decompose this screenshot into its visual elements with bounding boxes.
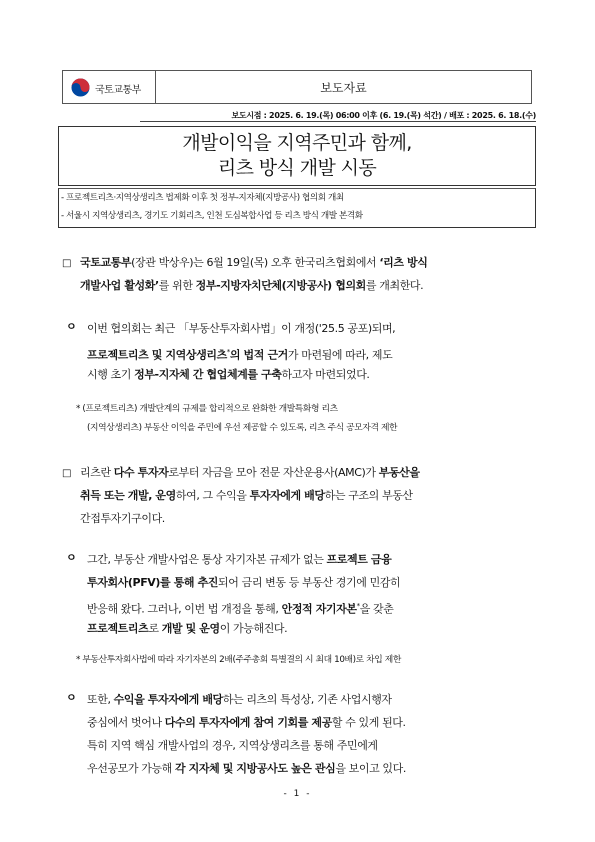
- paragraph-2-line-1: [80, 462, 420, 485]
- item-3-line-1: [87, 689, 392, 712]
- release-info: 보도시점 : 2025. 6. 19.(목) 06:00 이후 (6. 19.(목) 석간) / 배포 : 2025. 6. 18.(수): [231, 111, 536, 120]
- subtitle-1: - 프로젝트리츠·지역상생리츠 법제화 이후 첫 정부-지자체(지방공사) 협의회 개최: [61, 193, 344, 203]
- text-bold: 정부-지방자치단체(지방공사) 협의회: [195, 279, 366, 292]
- footnote-2: * 부동산투자회사법에 따라 자기자본의 2배(주주총회 특별결의 시 최대 10배)로 차입 제한: [76, 655, 401, 665]
- text: 하여, 그 수익을: [175, 489, 250, 502]
- text-bold: 국토교통부: [80, 256, 132, 269]
- text: 를 위한: [158, 279, 196, 292]
- text-bold: 정부-지자체 간 협업체계를 구축: [134, 368, 282, 381]
- circle-bullet: ㅇ: [66, 320, 77, 333]
- subtitle-2: - 서울시 지역상생리츠, 경기도 기회리츠, 인천 도심복합사업 등 리츠 방식 개발 본격화: [61, 211, 363, 221]
- paragraph-1-line-2: [80, 275, 423, 298]
- square-bullet: □: [62, 468, 72, 479]
- footnote-1-line-2: (지역상생리츠) 부동산 이익을 주민에 우선 제공할 수 있도록, 리츠 주식 공모자격 제한: [87, 423, 398, 433]
- text-bold: 각 지자체 및 지방공사도 높은 관심: [175, 762, 336, 775]
- circle-bullet: ㅇ: [66, 691, 77, 704]
- title-box: [58, 126, 536, 186]
- text: 할 수 있게 된다.: [331, 716, 406, 729]
- item-2-line-4: [87, 618, 287, 641]
- item-3-line-4: [87, 758, 406, 781]
- text: 중심에서 벗어나: [87, 716, 165, 729]
- text-bold: 취득 또는 개발, 운영: [80, 489, 176, 502]
- text: 가 마련됨에 따라, 제도: [287, 348, 393, 362]
- text: 하는 구조의 부동산: [324, 489, 413, 502]
- text: 을 갖춘: [359, 602, 394, 616]
- item-2-line-1: [87, 549, 391, 572]
- paragraph-2-line-3: 간접투자기구이다.: [80, 512, 165, 525]
- text-bold: 개발사업 활성화’: [80, 279, 159, 292]
- text: 리츠란: [80, 466, 114, 479]
- text-bold: 프로젝트리츠: [87, 622, 149, 635]
- text-bold: 프로젝트 금융: [326, 553, 392, 566]
- page-number: - 1 -: [283, 789, 312, 799]
- text: 로부터 자금을 모아 전문 자산운용사(AMC)가: [168, 466, 379, 479]
- square-bullet: □: [62, 258, 72, 269]
- footnote-1-line-1: * (프로젝트리츠) 개발단계의 규제를 합리적으로 완화한 개발특화형 리츠: [76, 404, 338, 414]
- text-bold: ‘리츠 방식: [379, 256, 428, 269]
- text: 를 개최한다.: [365, 279, 424, 292]
- item-3-line-3: 특히 지역 핵심 개발사업의 경우, 지역상생리츠를 통해 주민에게: [87, 739, 378, 752]
- item-1-line-1: 이번 협의회는 최근 「부동산투자회사법」이 개정('25.5 공포)되며,: [87, 322, 396, 335]
- text: 또한,: [87, 693, 114, 706]
- text-bold: 개발 및 운영: [161, 622, 220, 635]
- text: (장관 박상우)는 6월 19일(목) 오후 한국리츠협회에서: [131, 256, 380, 269]
- item-3-line-2: [87, 712, 406, 735]
- text-bold: 안정적 자기자본: [281, 602, 357, 616]
- text: 그간, 부동산 개발사업은 통상 자기자본 규제가 없는: [87, 553, 327, 566]
- item-2-line-2: [87, 572, 400, 595]
- taegeuk-emblem-icon: [71, 78, 90, 97]
- release-underline: [140, 121, 536, 122]
- text: 반응해 왔다. 그러나, 이번 법 개정을 통해,: [87, 602, 282, 616]
- paragraph-1-line-1: [80, 252, 428, 275]
- text-bold: 투자자에게 배당: [249, 489, 325, 502]
- footnote-mark: *: [356, 602, 360, 610]
- ministry-name: 국토교통부: [95, 85, 141, 96]
- text-bold: 다수의 투자자에게 참여 기회를 제공: [164, 716, 332, 729]
- circle-bullet: ㅇ: [66, 551, 77, 564]
- text-bold: 투자회사(PFV)를 통해 추진: [87, 576, 219, 589]
- doc-type-label: 보도자료: [156, 70, 532, 104]
- text-bold: 수익을 투자자에게 배당: [113, 693, 223, 706]
- text: 하고자 마련되었다.: [281, 368, 370, 381]
- paragraph-2-line-2: [80, 485, 413, 508]
- text-bold: 프로젝트리츠 및 지역상생리츠: [87, 348, 227, 362]
- ministry-logo-box: [62, 70, 156, 104]
- item-1-line-3: [87, 364, 370, 387]
- footnote-mark: *: [226, 348, 230, 356]
- text: 우선공모가 가능해: [87, 762, 176, 775]
- title-line-2: 리츠 방식 개발 시동: [217, 157, 377, 179]
- text: 이 가능해진다.: [219, 622, 288, 635]
- text-bold: 의 법적 근거: [229, 348, 288, 362]
- text: 되어 금리 변동 등 부동산 경기에 민감히: [218, 576, 401, 589]
- title-line-1: 개발이익을 지역주민과 함께,: [182, 132, 412, 154]
- text-bold: 다수 투자자: [113, 466, 169, 479]
- text: 하는 리츠의 특성상, 기존 사업시행자: [222, 693, 392, 706]
- subtitle-box: [58, 188, 536, 228]
- text: 로: [148, 622, 162, 635]
- text: 을 보이고 있다.: [335, 762, 406, 775]
- text-bold: 부동산을: [378, 466, 420, 479]
- text: 시행 초기: [87, 368, 135, 381]
